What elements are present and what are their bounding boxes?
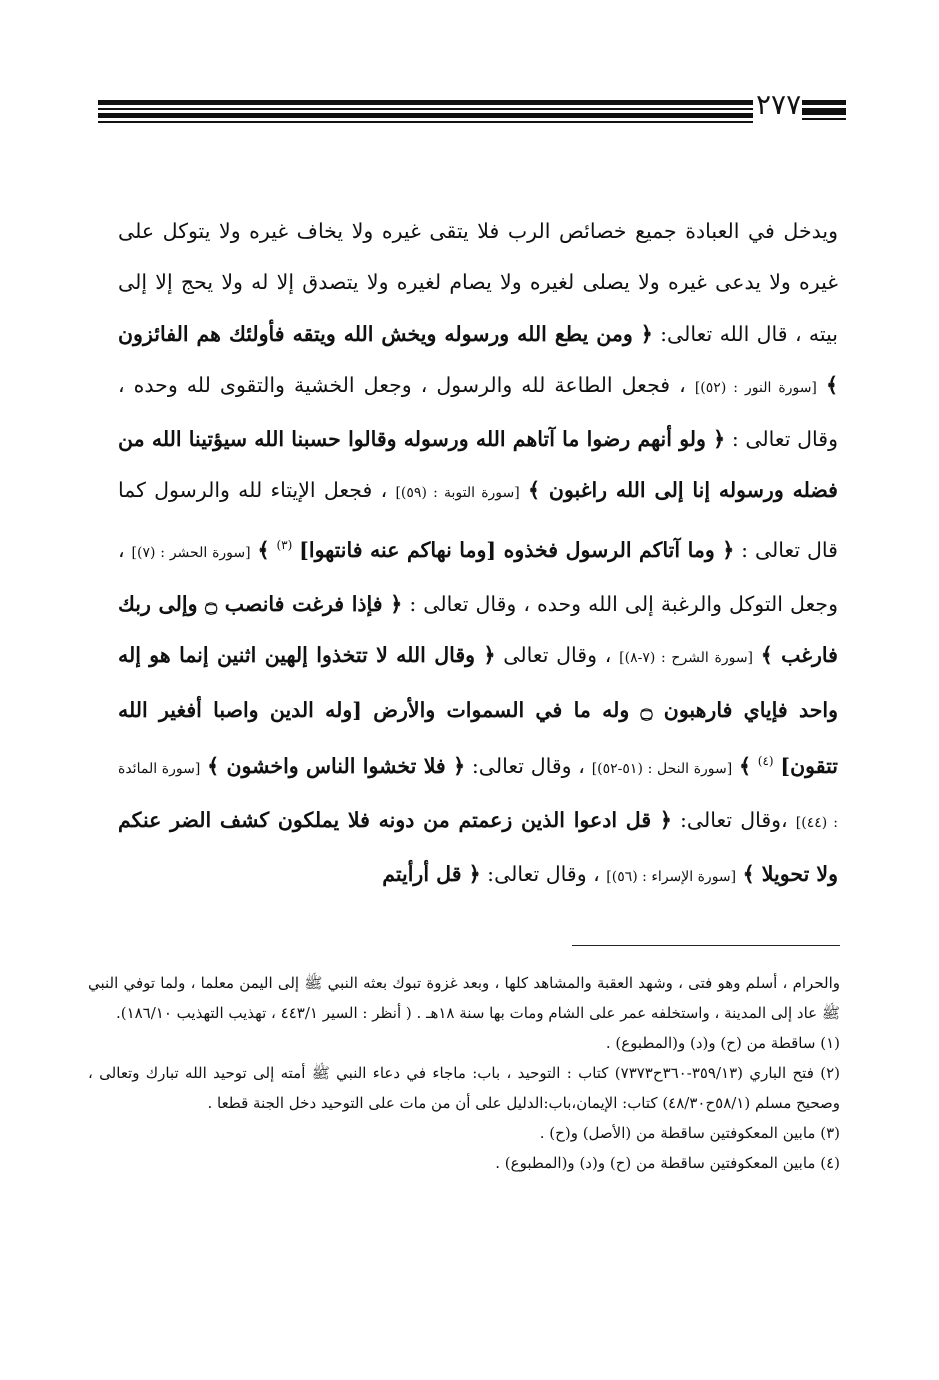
surah-reference: [سورة الحشر : (٧)] xyxy=(131,544,251,561)
quran-verse: ﴿ قل أرأيتم xyxy=(382,862,481,887)
quran-verse: ﴿ وقال الله لا تتخذوا إلهين اثنين إنما هو إله واحد فإياي فارهبون ۝ وله ما في السموات والأرض [وله الدين واصبا أفغير الله تتقون] xyxy=(118,643,838,778)
header-rule-right xyxy=(802,100,846,120)
surah-reference: [سورة النور : (٥٢)] xyxy=(694,379,817,396)
quran-verse: ﴿ وما آتاكم الرسول فخذوه [وما نهاكم عنه فانتهوا] xyxy=(299,537,735,562)
body-text-run: ، وقال تعالى: xyxy=(487,862,600,887)
page-number: ٢٧٧ xyxy=(756,88,802,121)
body-text-run: ، فجعل الإيتاء لله والرسول كما قال تعالى : xyxy=(118,478,838,562)
quran-verse-close: ﴾ xyxy=(739,753,752,778)
surah-reference: [سورة النحل : (٥١-٥٢)] xyxy=(591,760,733,777)
quran-verse: ﴿ ولو أنهم رضوا ما آتاهم الله ورسوله وقالوا حسبنا الله سيؤتينا الله من فضله ورسوله إنا إلى الله راغبون ﴾ xyxy=(118,427,838,503)
footnote-marker: (٤) xyxy=(757,753,774,768)
body-text-run: ، وقال تعالى xyxy=(503,643,612,668)
quran-verse: ﴿ ومن يطع الله ورسوله ويخش الله ويتقه فأولئك هم الفائزون ﴾ xyxy=(118,321,838,397)
quran-verse-close: ﴾ xyxy=(257,537,270,562)
footnote-separator xyxy=(572,945,840,946)
surah-reference: [سورة المائدة : (٤٤)] xyxy=(118,760,838,831)
main-text xyxy=(118,206,838,904)
quran-verse: ﴿ فإذا فرغت فانصب ۝ وإلى ربك فارغب ﴾ xyxy=(118,591,838,668)
surah-reference: [سورة الإسراء : (٥٦)] xyxy=(606,869,737,886)
page-header xyxy=(98,88,846,126)
footnote-1: (١) ساقطة من (ح) و(د) و(المطبوع) . xyxy=(605,1034,840,1052)
body-text-run: ويدخل في العبادة جميع خصائص الرب فلا يتقى غيره ولا يخاف غيره ولا يتوكل على غيره ولا يدعى غيره ولا يصلى لغيره ولا يصام لغيره ولا يتصدق إلا له ولا يحج إلا إلى بيته ، قال الله تعالى: xyxy=(118,219,838,346)
footnotes xyxy=(88,968,840,1178)
body-paragraph xyxy=(118,206,838,904)
surah-reference: [سورة الشرح : (٧-٨)] xyxy=(619,650,754,667)
quran-verse: ﴿ قل ادعوا الذين زعمتم من دونه فلا يملكون كشف الضر عنكم ولا تحويلا ﴾ xyxy=(118,807,838,887)
footnote-marker: (٣) xyxy=(276,537,293,552)
surah-reference: [سورة التوبة : (٥٩)] xyxy=(395,485,520,502)
footnote-continuation: والحرام ، أسلم وهو فتى ، وشهد العقبة والمشاهد كلها ، وبعد غزوة تبوك بعثه النبي ﷺ إلى اليمن معلما ، ولما توفي النبي ﷺ عاد إلى المدينة ، واستخلفه عمر على الشام ومات بها سنة ١٨هـ . ( أنظر : السير ٤٤٣/١ ، تهذيب التهذيب ١٨٦/١٠). xyxy=(88,974,840,1022)
body-text-run: ، فجعل الطاعة لله والرسول ، وجعل الخشية والتقوى لله وحده ، وقال تعالى : xyxy=(118,372,838,452)
header-rule-left xyxy=(98,100,753,123)
body-text-run: ، وقال تعالى: xyxy=(471,753,585,778)
body-text-run: ، وجعل التوكل والرغبة إلى الله وحده ، وقال تعالى : xyxy=(118,537,838,616)
quran-verse: ﴿ فلا تخشوا الناس واخشون ﴾ xyxy=(207,753,466,778)
footnote-4: (٤) مابين المعكوفتين ساقطة من (ح) و(د) و(المطبوع) . xyxy=(495,1154,840,1172)
body-text-run: ،وقال تعالى: xyxy=(680,807,788,832)
footnote-3: (٣) مابين المعكوفتين ساقطة من (الأصل) و(ح) . xyxy=(539,1124,840,1142)
footnote-2: (٢) فتح الباري (٣٥٩/١٣-٣٦٠ح٧٣٧٣) كتاب : التوحيد ، باب: ماجاء في دعاء النبي ﷺ أمته إلى توحيد الله تبارك وتعالى ، وصحيح مسلم (٥٨/١ح٤٨/٣٠) كتاب: الإيمان،باب:الدليل على أن من مات على التوحيد دخل الجنة قطعا . xyxy=(88,1064,840,1112)
